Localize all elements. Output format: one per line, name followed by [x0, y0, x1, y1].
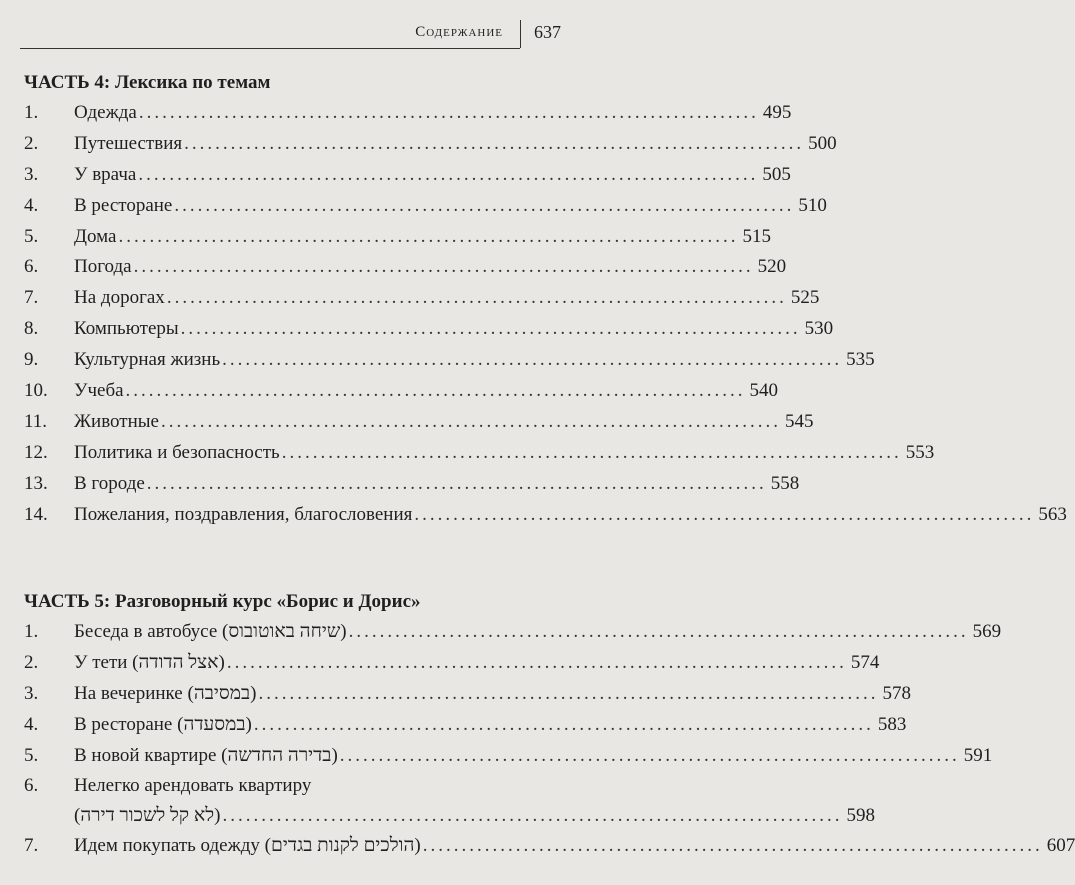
- toc-entry-body: [74, 318, 834, 340]
- part4-section: [24, 70, 1067, 528]
- toc-entry: [24, 769, 875, 829]
- toc-entry-body: [74, 349, 875, 371]
- dot-leader: ................................................................................: [180, 318, 801, 340]
- toc-entry-number: 4.: [24, 194, 39, 216]
- toc-entry: [24, 739, 993, 770]
- toc-entry-body: [74, 132, 837, 155]
- dot-leader: ................................................................................: [133, 256, 754, 278]
- toc-entry-label-text: У тети: [74, 651, 128, 673]
- hebrew-title-group: (במסיבה): [187, 682, 257, 704]
- toc-entry-number: 5.: [24, 225, 39, 247]
- toc-entry: [24, 127, 837, 158]
- toc-entry: [24, 436, 935, 467]
- toc-entry-number: 8.: [24, 318, 39, 340]
- toc-entry-number: 5.: [24, 744, 39, 766]
- toc-entry-label: В ресторане: [74, 194, 173, 216]
- toc-entry-label-text: Беседа в автобусе: [74, 621, 218, 642]
- toc-entry-hebrew: במסיבה: [193, 682, 251, 704]
- toc-entry-page: 540: [749, 380, 779, 402]
- dot-leader: ................................................................................: [138, 102, 759, 123]
- dot-leader: ................................................................................: [222, 349, 843, 371]
- toc-entry: [24, 189, 827, 220]
- toc-entry-number: 11.: [24, 410, 48, 432]
- toc-entry-label: [74, 805, 220, 827]
- toc-entry-label: Культурная жизнь: [74, 349, 221, 371]
- toc-entry-label: [74, 621, 347, 643]
- toc-entry: [24, 281, 820, 312]
- dot-leader: ................................................................................: [414, 503, 1035, 525]
- toc-entry-number: 10.: [24, 380, 48, 402]
- toc-entry-number: 14.: [24, 503, 48, 525]
- hebrew-title-group: (במסעדה): [177, 713, 252, 735]
- toc-entry: [24, 498, 1067, 529]
- toc-entry-body: [74, 651, 880, 674]
- toc-entry-page: 525: [790, 287, 820, 309]
- toc-entry: [24, 343, 875, 374]
- dot-leader: ................................................................................: [184, 132, 805, 154]
- toc-entry-page: 578: [882, 682, 911, 704]
- toc-entry-number: 2.: [24, 132, 39, 154]
- toc-entry-body: [74, 380, 779, 402]
- hebrew-title-group: (בדירה החדשה): [221, 744, 338, 766]
- toc-entry-page: 583: [877, 713, 907, 735]
- hebrew-title-group: (הולכים לקנות בגדים): [264, 835, 421, 857]
- toc-entry-page: 520: [757, 256, 787, 278]
- hebrew-title-group: (לא קל לשכור דירה): [74, 805, 221, 827]
- dot-leader: ................................................................................: [138, 163, 759, 185]
- toc-entry-hebrew: בדירה החדשה: [227, 744, 332, 766]
- toc-entry: [24, 467, 800, 498]
- toc-entry-page: 591: [963, 744, 993, 766]
- toc-entry-number: 2.: [24, 651, 39, 673]
- toc-entry: [24, 374, 779, 405]
- toc-entry-body: [74, 163, 791, 186]
- header-rule: [20, 48, 520, 49]
- toc-entry-body: [74, 713, 907, 736]
- toc-entry-label: Погода: [74, 256, 132, 278]
- toc-entry: [24, 405, 814, 436]
- toc-entry-label: Учеба: [74, 380, 124, 402]
- toc-entry-body: [74, 410, 814, 433]
- toc-entry: [24, 250, 787, 281]
- header-divider: [520, 20, 521, 48]
- toc-entry-label: [74, 652, 225, 674]
- toc-entry-label: Политика и безопасность: [74, 441, 280, 463]
- toc-entry-label: Компьютеры: [74, 318, 179, 340]
- toc-entry-body: [74, 503, 1067, 526]
- dot-leader: ................................................................................: [226, 651, 847, 673]
- toc-entry: [24, 158, 791, 189]
- toc-entry: [24, 708, 907, 739]
- toc-entry-page: 510: [798, 194, 827, 216]
- toc-entry-label: [74, 683, 256, 705]
- toc-entry-page: 574: [850, 651, 880, 673]
- toc-entry-page: 495: [762, 102, 792, 123]
- dot-leader: ................................................................................: [422, 835, 1043, 857]
- toc-entry-number: 3.: [24, 163, 39, 185]
- toc-entry-page: 569: [972, 621, 1002, 642]
- toc-entry-body: [74, 805, 875, 827]
- toc-entry-label: Нелегко арендовать квартиру: [74, 775, 312, 797]
- toc-entry-hebrew: שיחה באוטובוס: [228, 621, 341, 642]
- toc-entry-label-text: На вечеринке: [74, 682, 183, 704]
- toc-entry-body: [74, 287, 820, 309]
- running-header: [0, 20, 600, 50]
- toc-entry-label: В городе: [74, 472, 145, 494]
- toc-entry-body: [74, 256, 787, 278]
- toc-entry-body: [74, 472, 800, 495]
- toc-entry-label: [74, 835, 421, 857]
- toc-entry-body: [74, 621, 1002, 643]
- dot-leader: ................................................................................: [222, 805, 843, 827]
- toc-entry-label: Дома: [74, 225, 117, 247]
- dot-leader: ................................................................................: [166, 287, 787, 309]
- part4-list: [24, 96, 1067, 528]
- toc-entry-body: [74, 682, 911, 705]
- toc-entry-label: [74, 745, 338, 767]
- toc-entry-label: Путешествия: [74, 132, 183, 154]
- toc-entry-page: 530: [804, 318, 834, 340]
- toc-entry-number: 4.: [24, 713, 39, 735]
- toc-entry-label: Пожелания, поздравления, благословения: [74, 503, 413, 525]
- toc-entry-page: 558: [770, 472, 800, 494]
- toc-entry-number: 6.: [24, 775, 39, 797]
- dot-leader: ................................................................................: [174, 194, 795, 216]
- toc-entry-page: 505: [762, 163, 791, 185]
- toc-entry: [24, 220, 771, 251]
- toc-entry-body: [74, 225, 771, 248]
- header-section-title: Содержание: [415, 24, 503, 40]
- toc-entry-hebrew: במסעדה: [183, 713, 246, 735]
- toc-entry-label-text: Идем покупать одежду: [74, 835, 260, 857]
- part4-title: ЧАСТЬ 4: Лексика по темам: [24, 72, 271, 93]
- toc-entry: [24, 677, 911, 708]
- part5-title: ЧАСТЬ 5: Разговорный курс «Борис и Дорис»: [24, 591, 421, 612]
- toc-entry-label: На дорогах: [74, 287, 165, 309]
- toc-entry: [24, 96, 792, 127]
- toc-entry-page: 515: [742, 225, 771, 247]
- hebrew-title-group: (שיחה באוטובוס): [222, 621, 347, 642]
- dot-leader: ................................................................................: [253, 713, 874, 735]
- toc-entry-label: Одежда: [74, 102, 137, 123]
- toc-entry-number: 6.: [24, 256, 39, 278]
- toc-entry-body: [74, 194, 827, 217]
- dot-leader: ................................................................................: [339, 744, 960, 766]
- toc-entry-page: 598: [846, 805, 875, 827]
- toc-entry-page: 607: [1046, 835, 1075, 857]
- toc-entry-page: 553: [905, 441, 935, 463]
- part5-list: [24, 615, 1075, 860]
- toc-entry-number: 1.: [24, 621, 39, 642]
- dot-leader: ................................................................................: [258, 682, 879, 704]
- header-page-number: 637: [534, 22, 561, 42]
- toc-entry-number: 1.: [24, 102, 39, 123]
- hebrew-title-group: (אצל הדודה): [132, 651, 225, 673]
- toc-entry-body: [74, 835, 1075, 857]
- toc-entry-label-text: В новой квартире: [74, 744, 217, 766]
- toc-entry: [24, 646, 880, 677]
- dot-leader: ................................................................................: [125, 380, 746, 402]
- toc-entry: [24, 615, 1002, 646]
- toc-entry-number: 3.: [24, 682, 39, 704]
- toc-entry-page: 535: [846, 349, 875, 371]
- part5-section: [24, 589, 1075, 860]
- toc-entry-label-text: В ресторане: [74, 713, 173, 735]
- toc-entry-number: 12.: [24, 441, 48, 463]
- toc-entry: [24, 829, 1075, 860]
- dot-leader: ................................................................................: [146, 472, 767, 494]
- toc-entry-number: 7.: [24, 287, 39, 309]
- toc-entry-label: [74, 714, 252, 736]
- toc-entry: [24, 312, 834, 343]
- toc-entry-page: 545: [784, 410, 814, 432]
- toc-entry-body: [74, 441, 935, 464]
- toc-entry-body: [74, 102, 792, 124]
- toc-entry-hebrew: הולכים לקנות בגדים: [270, 835, 415, 857]
- toc-entry-page: 500: [808, 132, 837, 154]
- toc-entry-hebrew: לא קל לשכור דירה: [80, 805, 215, 827]
- toc-entry-label: У врача: [74, 163, 137, 185]
- dot-leader: ................................................................................: [118, 225, 739, 247]
- dot-leader: ................................................................................: [160, 410, 781, 432]
- toc-entry-body: [74, 744, 993, 767]
- toc-entry-number: 9.: [24, 349, 39, 371]
- toc-entry-label: Животные: [74, 410, 159, 432]
- dot-leader: ................................................................................: [281, 441, 902, 463]
- dot-leader: ................................................................................: [348, 621, 969, 642]
- toc-entry-hebrew: אצל הדודה: [138, 651, 219, 673]
- toc-entry-page: 563: [1038, 503, 1067, 525]
- toc-entry-number: 7.: [24, 835, 39, 857]
- toc-entry-number: 13.: [24, 472, 48, 494]
